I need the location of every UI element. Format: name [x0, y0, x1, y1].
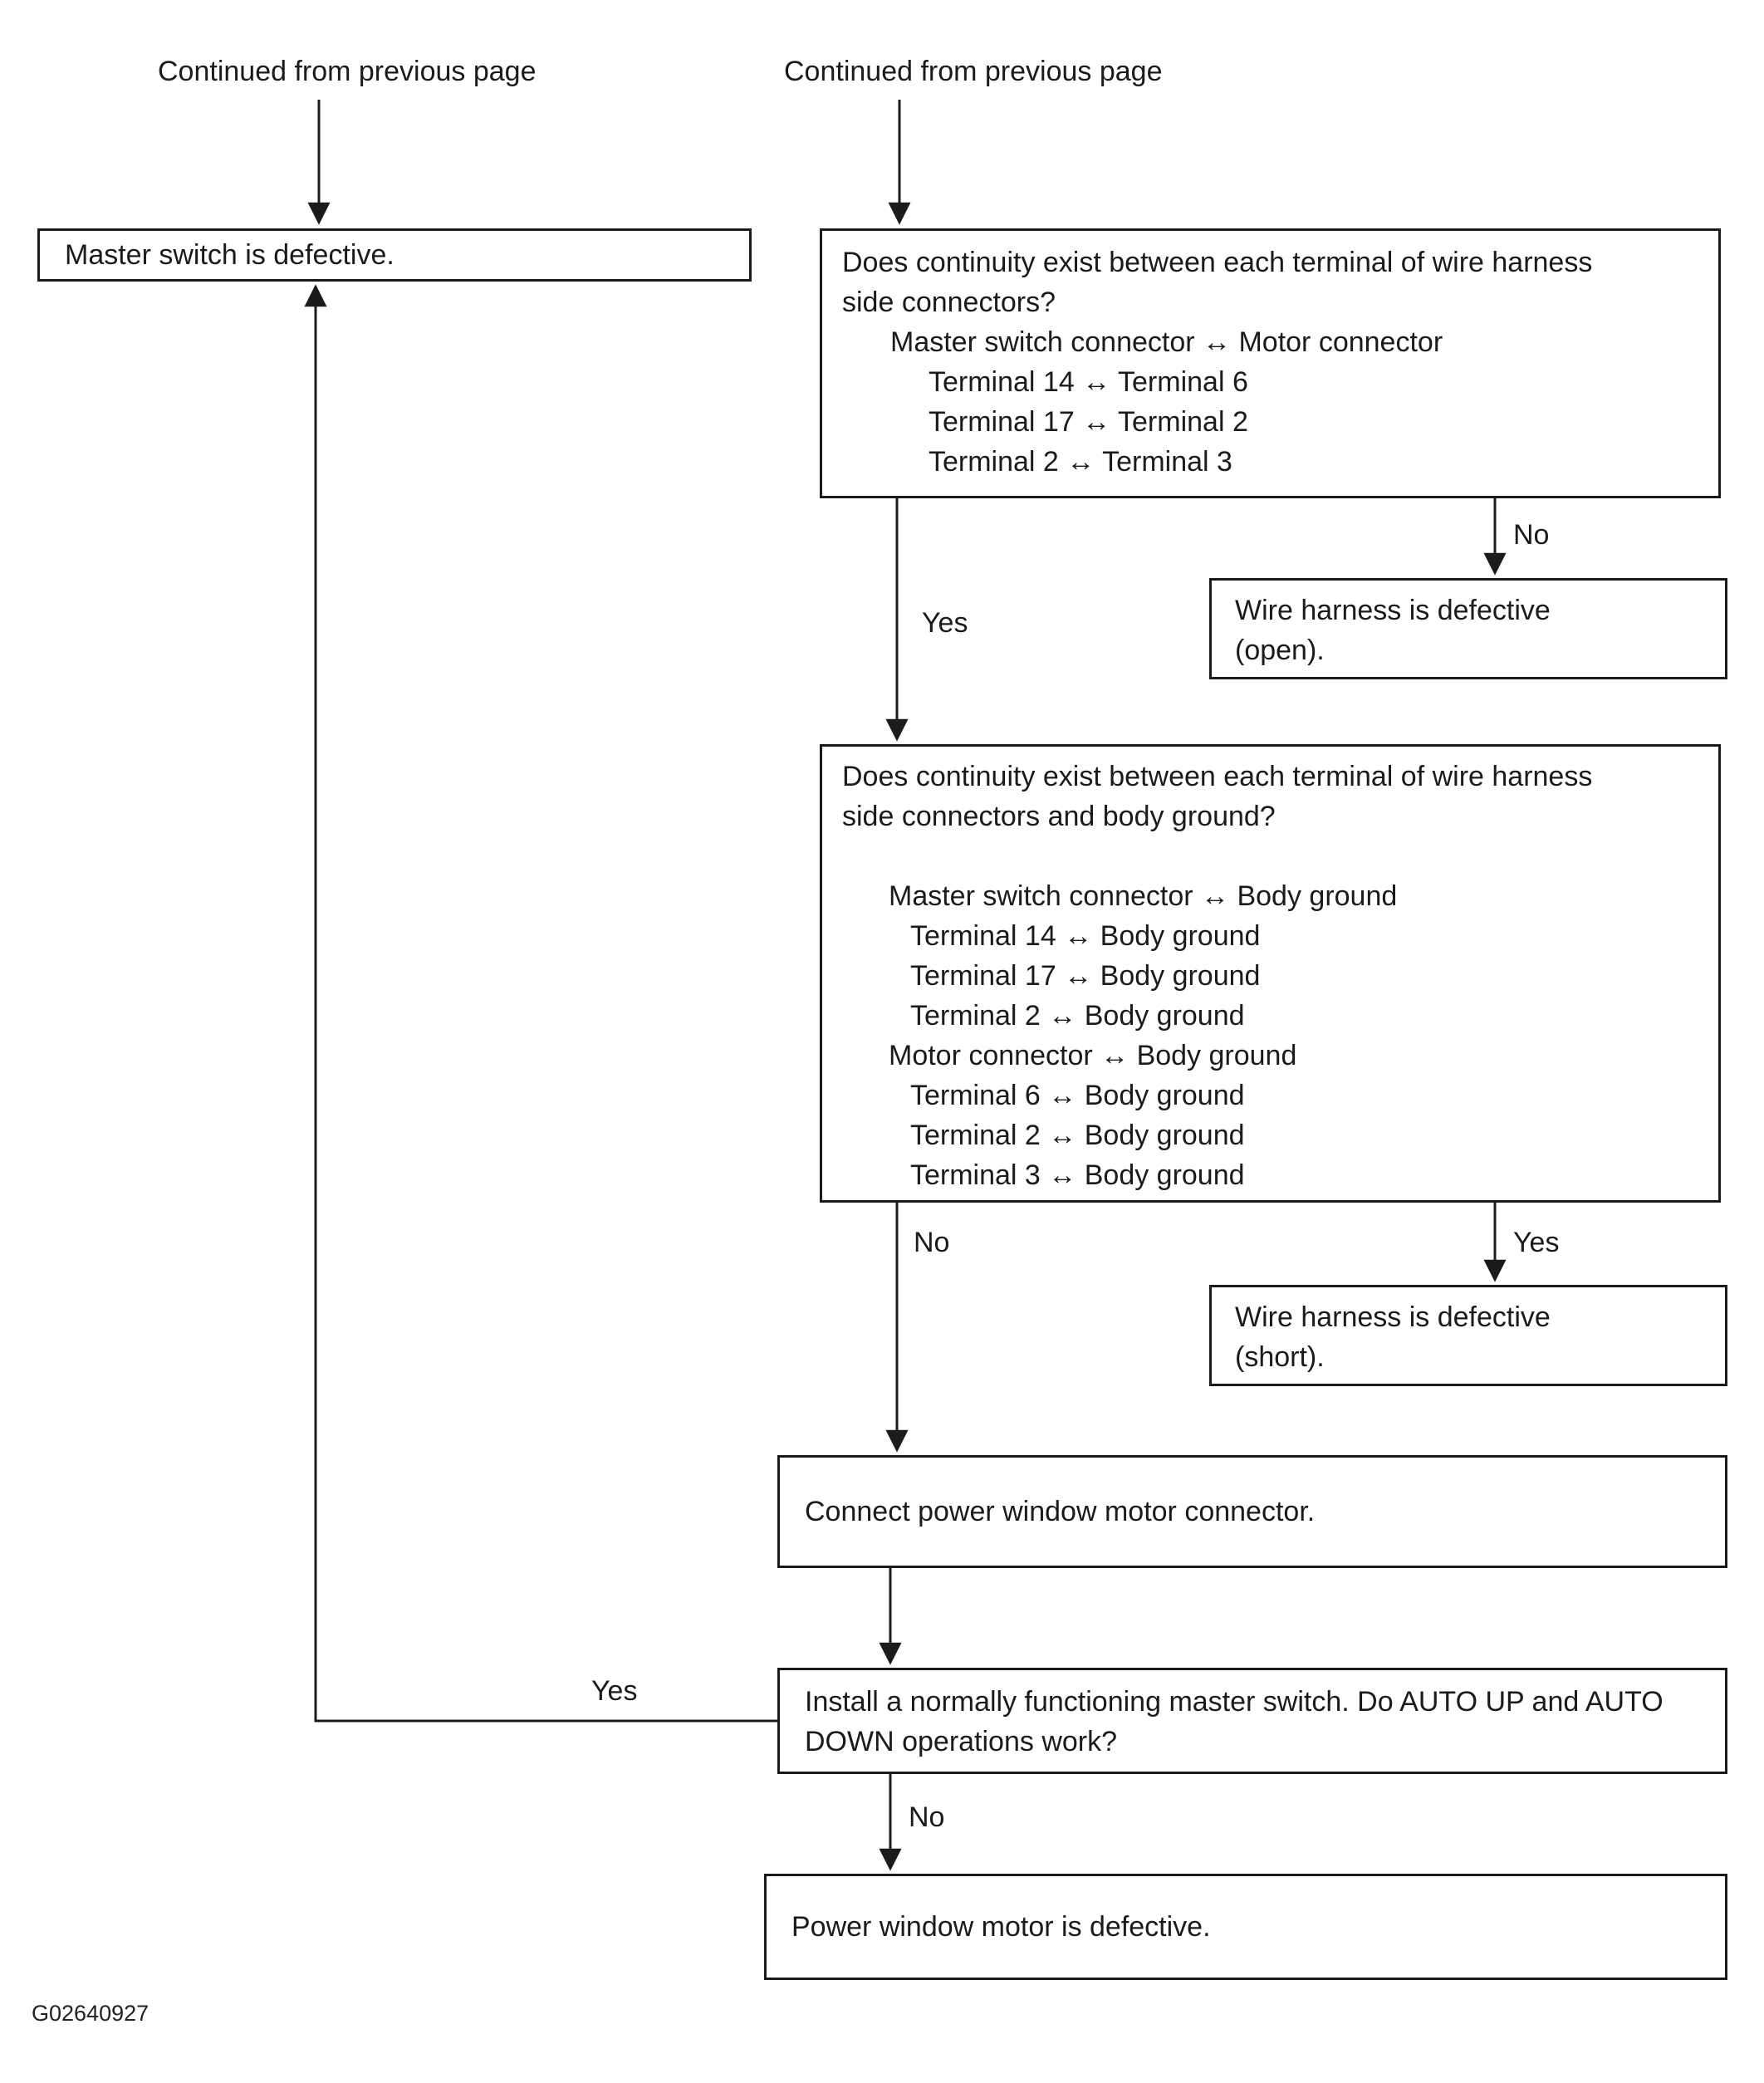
box-line: Terminal 2 ↔ Body ground: [910, 1000, 1245, 1032]
box-line: Terminal 17 ↔ Body ground: [910, 960, 1261, 992]
box-line: side connectors and body ground?: [842, 801, 1276, 832]
box-motor-defective: [764, 1874, 1727, 1980]
box-line: Motor connector ↔ Body ground: [889, 1040, 1297, 1071]
box-line: side connectors?: [842, 287, 1056, 318]
box-connect-motor: [777, 1455, 1727, 1568]
edge-label-install-no: No: [909, 1801, 945, 1833]
box-line: (short).: [1235, 1341, 1325, 1373]
box-line: Terminal 17 ↔ Terminal 2: [929, 406, 1248, 438]
box-harness-short: [1209, 1285, 1727, 1386]
continued-right-label: Continued from previous page: [784, 56, 1163, 87]
box-continuity-ground: [820, 744, 1721, 1203]
continued-left-label: Continued from previous page: [158, 56, 537, 87]
box-line: Terminal 14 ↔ Terminal 6: [929, 366, 1248, 398]
edge-label-install-yes: Yes: [591, 1675, 638, 1707]
figure-id: G02640927: [32, 2001, 149, 2026]
box-line: Terminal 2 ↔ Terminal 3: [929, 446, 1232, 478]
box-line: Terminal 14 ↔ Body ground: [910, 920, 1261, 952]
box-line: [842, 836, 1698, 876]
box-line: Does continuity exist between each terminal of wire harness: [842, 761, 1593, 792]
box-install-switch: [777, 1668, 1727, 1774]
edge-label-q2-yes: Yes: [1513, 1227, 1560, 1258]
box-line: Master switch connector ↔ Body ground: [889, 880, 1398, 912]
box-line: Terminal 3 ↔ Body ground: [910, 1159, 1245, 1191]
box-install-switch-text: Install a normally functioning master switch. Do AUTO UP and AUTO DOWN operations work?: [805, 1686, 1664, 1757]
box-harness-open: [1209, 578, 1727, 679]
box-line: Master switch connector ↔ Motor connector: [890, 326, 1443, 358]
arrow-install-yes-feedback: [316, 287, 777, 1721]
edge-label-q2-no: No: [914, 1227, 950, 1258]
box-master-switch-defective: [37, 228, 752, 282]
box-master-switch-defective-text: Master switch is defective.: [65, 238, 394, 271]
edge-label-q1-yes: Yes: [922, 607, 968, 639]
box-line: (open).: [1235, 635, 1325, 666]
box-line: Wire harness is defective: [1235, 1301, 1551, 1333]
box-continuity-terminals: [820, 228, 1721, 498]
edge-label-q1-no: No: [1513, 519, 1550, 551]
box-connect-motor-text: Connect power window motor connector.: [805, 1495, 1316, 1527]
box-line: Wire harness is defective: [1235, 595, 1551, 626]
box-motor-defective-text: Power window motor is defective.: [791, 1910, 1211, 1943]
box-line: Terminal 6 ↔ Body ground: [910, 1080, 1245, 1111]
box-line: Terminal 2 ↔ Body ground: [910, 1120, 1245, 1151]
box-line: Does continuity exist between each terminal of wire harness: [842, 247, 1593, 278]
